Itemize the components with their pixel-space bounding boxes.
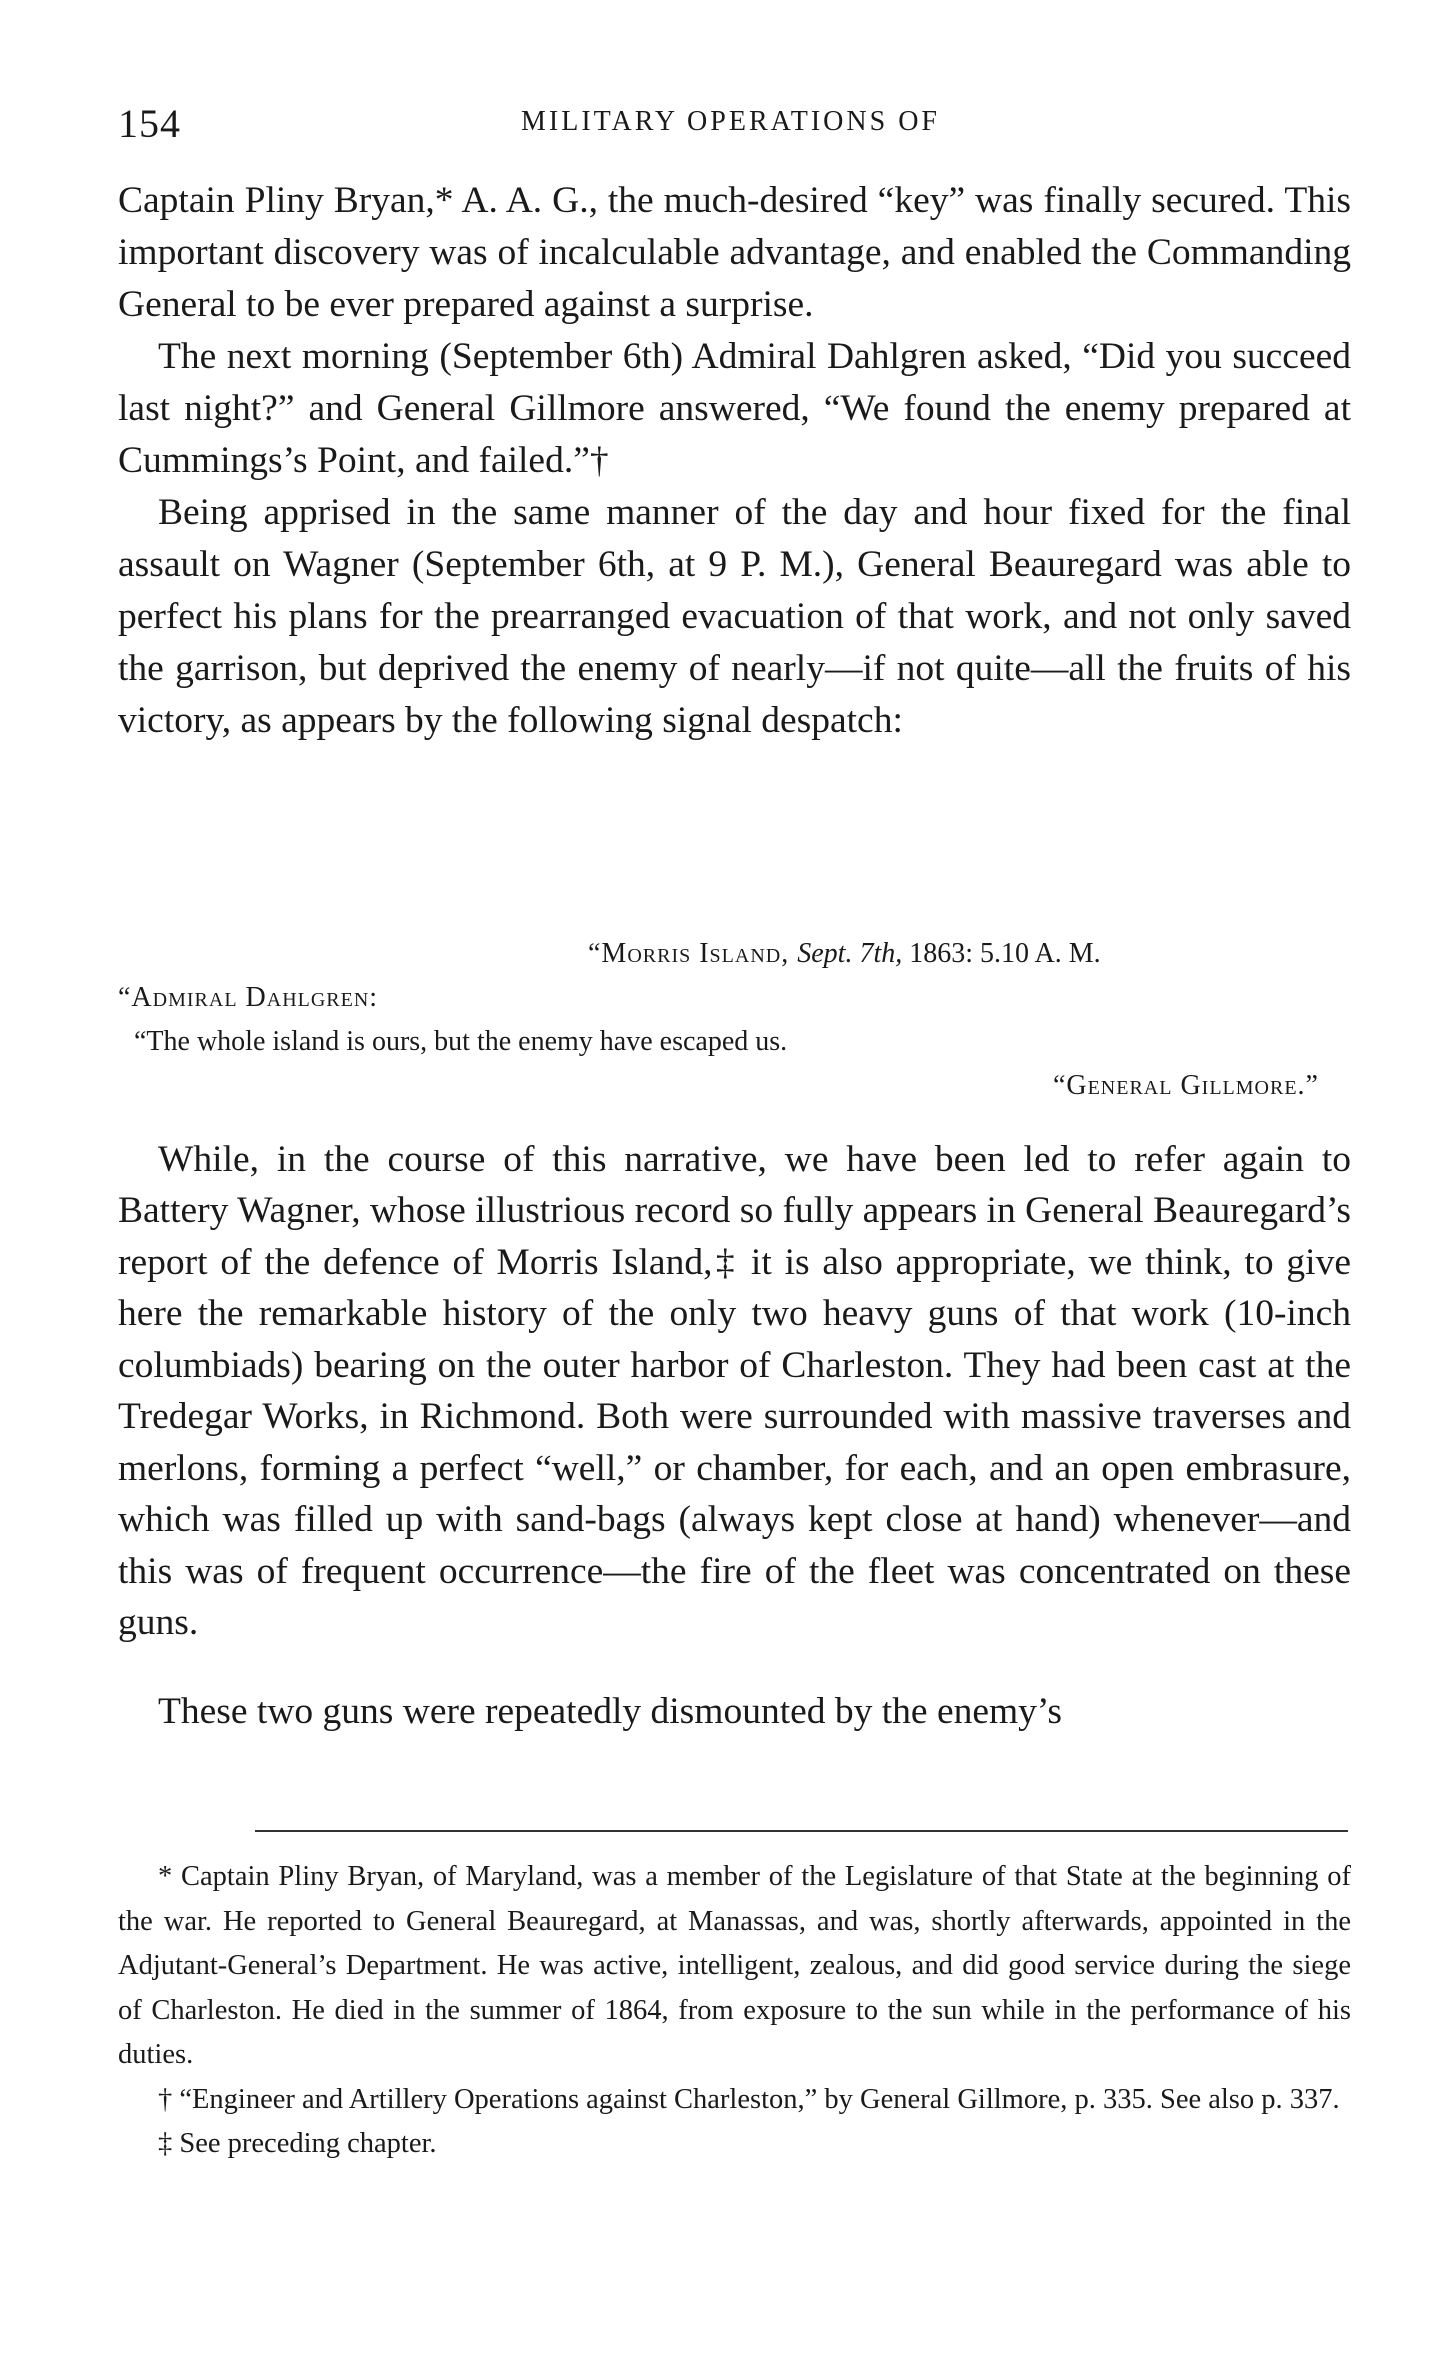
despatch-dateline: “Morris Island, Sept. 7th, 1863: 5.10 A. M. xyxy=(588,938,1101,969)
body-text-top xyxy=(118,175,1351,747)
despatch-addressee: “Admiral Dahlgren: xyxy=(118,982,379,1013)
footnotes xyxy=(118,1855,1351,2167)
paragraph: The next morning (September 6th) Admiral Dahlgren asked, “Did you succeed last night?” and General Gillmore answered, “We found the enemy prepared at Cummings’s Point, and failed.”† xyxy=(118,336,1351,481)
despatch-message: “The whole island is ours, but the enemy have escaped us. xyxy=(134,1026,788,1057)
paragraph: While, in the course of this narrative, we have been led to refer again to Battery Wagner, whose illustrious record so fully appears in General Beauregard’s report of the defence of Morris Island,‡ it is also appropriate, we think, to give here the remarkable history of the only two heavy guns of that work (10-inch columbiads) bearing on the outer harbor of Charleston. They had been cast at the Tredegar Works, in Richmond. Both were surrounded with massive traverses and merlons, forming a perfect “well,” or chamber, for each, and an open embrasure, which was filled up with sand-bags (always kept close at hand) whenever—and this was of frequent occurrence—the fire of the fleet was concentrated on these guns. xyxy=(118,1138,1351,1643)
running-head: MILITARY OPERATIONS OF xyxy=(521,106,940,137)
signal-despatch xyxy=(118,932,1351,1108)
body-text-bottom xyxy=(118,1096,1351,1775)
footnote: † “Engineer and Artillery Operations against Charleston,” by General Gillmore, p. 335. See also p. 337. xyxy=(158,2083,1340,2115)
paragraph: Being apprised in the same manner of the day and hour fixed for the final assault on Wagner (September 6th, at 9 P. M.), General Beauregard was able to perfect his plans for the prearranged evacuation of that work, and not only saved the garrison, but deprived the enemy of nearly—if not quite—all the fruits of his victory, as appears by the following signal despatch: xyxy=(118,492,1351,741)
footnote: * Captain Pliny Bryan, of Maryland, was a member of the Legislature of that State at the beginning of the war. He reported to General Beauregard, at Manassas, and was, shortly afterwards, appointed in the Adjutant-General’s Department. He was active, intelligent, zealous, and did good service during the siege of Charleston. He died in the summer of 1864, from exposure to the sun while in the performance of his duties. xyxy=(118,1861,1351,2070)
footnote: ‡ See preceding chapter. xyxy=(158,2128,437,2159)
despatch-signature: “General Gillmore.” xyxy=(1052,1070,1319,1101)
page-number: 154 xyxy=(118,101,181,146)
page-header xyxy=(118,100,1343,150)
paragraph: These two guns were repeatedly dismounted by the enemy’s xyxy=(158,1691,1062,1732)
footnote-rule xyxy=(255,1830,1348,1832)
paragraph: Captain Pliny Bryan,* A. A. G., the much-desired “key” was finally secured. This important discovery was of incalculable advantage, and enabled the Commanding General to be ever prepared against a surprise. xyxy=(118,180,1351,325)
